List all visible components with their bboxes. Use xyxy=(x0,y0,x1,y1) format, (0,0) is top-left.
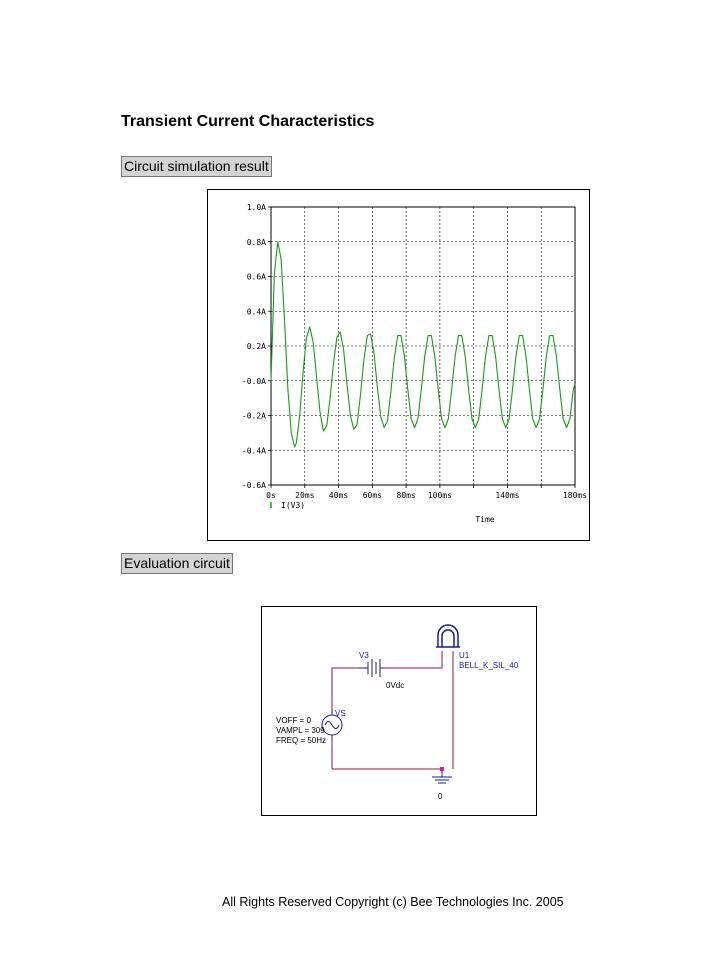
section-label-circuit: Evaluation circuit xyxy=(121,553,233,574)
source-param-vampl: VAMPL = 309 xyxy=(276,726,325,735)
x-tick-label: 0s xyxy=(266,491,276,500)
y-tick-label: 0.4A xyxy=(246,307,266,317)
copyright-footer: All Rights Reserved Copyright (c) Bee Technologies Inc. 2005 xyxy=(222,895,564,909)
source-param-voff: VOFF = 0 xyxy=(276,716,311,725)
transient-current-chart xyxy=(208,190,589,540)
evaluation-circuit-panel xyxy=(261,606,537,816)
page-title: Transient Current Characteristics xyxy=(121,113,375,130)
wire-source-top xyxy=(332,668,358,709)
battery-symbol xyxy=(358,659,384,677)
source-param-freq: FREQ = 50Hz xyxy=(276,736,327,745)
battery-value: 0Vdc xyxy=(386,681,405,690)
series-line-i-v3 xyxy=(271,242,575,447)
x-tick-label: 40ms xyxy=(328,491,349,500)
ground-label: 0 xyxy=(438,792,443,801)
x-tick-label: 20ms xyxy=(295,491,315,500)
load-ref: U1 xyxy=(459,651,470,660)
chart-labels xyxy=(242,203,587,524)
x-tick-label: 140ms xyxy=(495,491,520,500)
battery-ref: V3 xyxy=(359,651,369,660)
circuit-schematic xyxy=(262,607,536,815)
section-label-simulation: Circuit simulation result xyxy=(121,156,272,177)
chart-series-layer xyxy=(271,242,575,447)
x-tick-label: 60ms xyxy=(362,491,382,500)
simulation-plot-panel xyxy=(207,189,590,541)
node-marker xyxy=(440,767,444,771)
x-tick-label: 80ms xyxy=(396,491,416,500)
source-ref: VS xyxy=(335,709,346,718)
y-tick-label: 1.0A xyxy=(246,203,266,212)
legend-label: I(V3) xyxy=(281,501,306,510)
x-axis-label: Time xyxy=(475,515,495,524)
load-part: BELL_K_SIL_40 xyxy=(459,661,519,670)
y-tick-label: 0.6A xyxy=(246,272,266,282)
x-tick-label: 100ms xyxy=(427,491,452,500)
y-tick-label: -0.6A xyxy=(241,481,266,490)
wire-battery-to-bell xyxy=(384,651,442,668)
y-tick-label: -0.0A xyxy=(241,376,266,386)
bell-symbol xyxy=(436,625,460,647)
y-tick-label: -0.2A xyxy=(241,411,266,421)
circuit-wires xyxy=(332,651,453,769)
y-tick-label: 0.8A xyxy=(246,237,266,247)
y-tick-label: -0.4A xyxy=(241,446,266,456)
ground-symbol xyxy=(432,769,452,783)
y-tick-label: 0.2A xyxy=(246,342,266,351)
x-tick-label: 180ms xyxy=(562,491,588,500)
